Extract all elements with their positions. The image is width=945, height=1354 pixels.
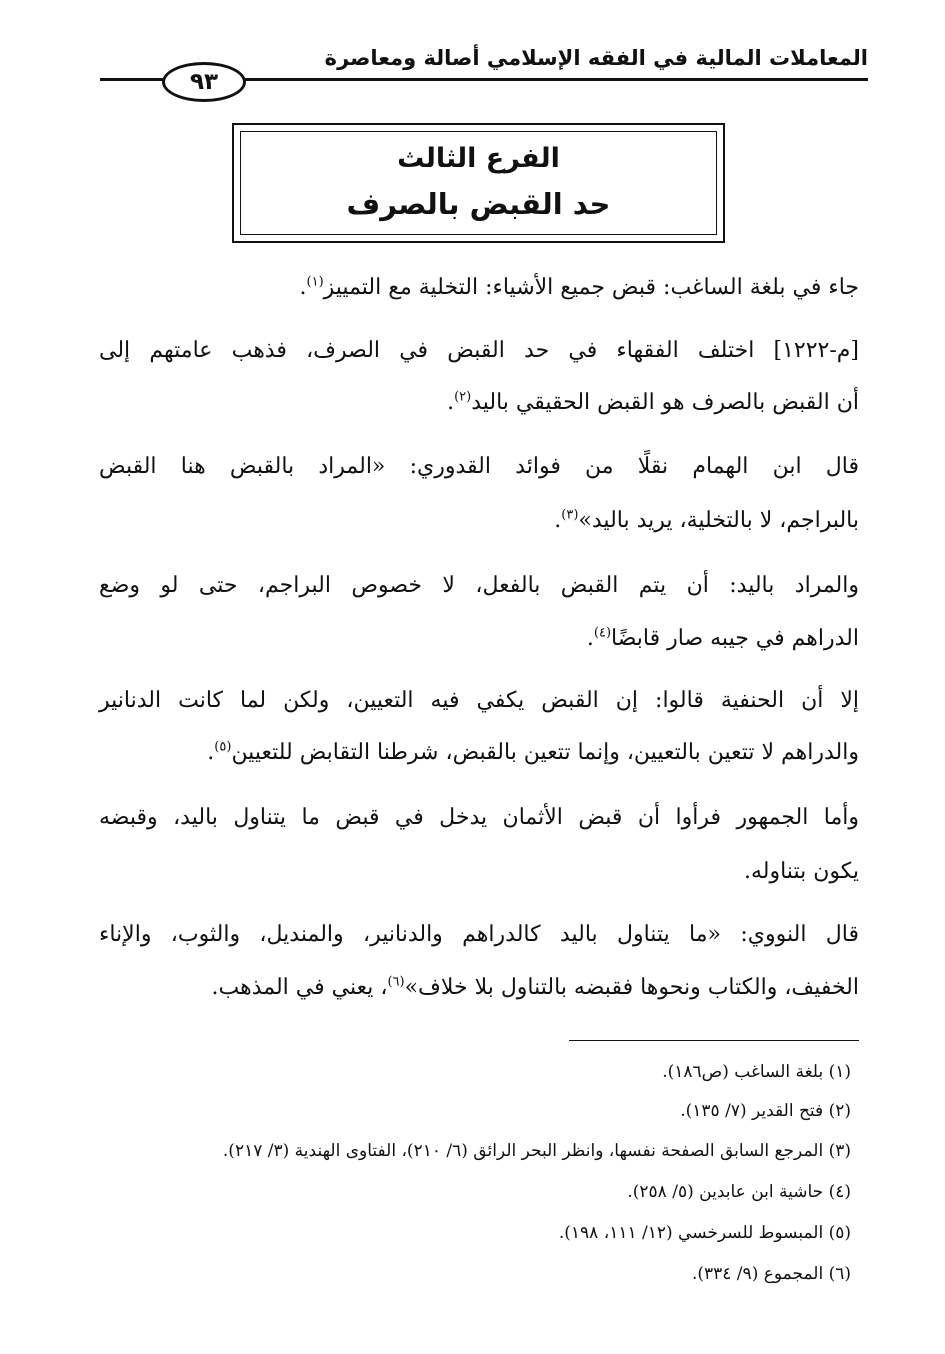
body-line-text: أن القبض بالصرف هو القبض الحقيقي باليد: [471, 390, 859, 415]
body-line-7: [587, 626, 859, 651]
body-line-end: .: [299, 275, 307, 300]
body-line-text: قال ابن الهمام نقلًا من فوائد القدوري: «المراد بالقبض هنا القبض: [99, 454, 859, 479]
section-title: حد القبض بالصرف: [346, 187, 611, 221]
body-line-text: والمراد باليد: أن يتم القبض بالفعل، لا خصوص البراجم، حتى لو وضع: [99, 573, 859, 598]
footnote-ref: (٢): [454, 389, 472, 405]
section-subtitle: الفرع الثالث: [397, 143, 560, 174]
footnote-separator: [569, 1040, 859, 1041]
footnote-ref: (٥): [214, 739, 232, 755]
body-line-end: .: [447, 390, 455, 415]
body-line-9: [207, 740, 859, 765]
body-line-end: .: [586, 626, 594, 651]
body-line-2: [99, 338, 859, 363]
body-line-1: [300, 275, 859, 300]
footnote-ref: (٣): [561, 507, 579, 523]
body-line-end: .: [207, 740, 215, 765]
body-line-text: [م-١٢٢٢] اختلف الفقهاء في حد القبض في الصرف، فذهب عامتهم إلى: [99, 338, 859, 363]
body-line-10: [99, 805, 859, 830]
footnote-2: (٢) فتح القدير (٧/ ١٣٥).: [680, 1101, 851, 1121]
body-line-11: [744, 859, 859, 884]
body-line-text: جاء في بلغة الساغب: قبض جميع الأشياء: التخلية مع التمييز: [323, 275, 859, 300]
footnote-5: (٥) المبسوط للسرخسي (١٢/ ١١١، ١٩٨).: [558, 1223, 851, 1243]
body-line-text: قال النووي: «ما يتناول باليد كالدراهم والدنانير، والمنديل، والثوب، والإناء: [99, 922, 859, 947]
body-line-text: وأما الجمهور فرأوا أن قبض الأثمان يدخل في قبض ما يتناول باليد، وقبضه: [99, 805, 859, 830]
body-line-8: [99, 688, 859, 713]
body-line-6: [99, 573, 859, 598]
body-line-12: [99, 922, 859, 947]
footnote-ref: (٤): [593, 625, 612, 641]
footnote-ref: (١): [306, 274, 324, 290]
body-line-5: [554, 508, 859, 533]
footnote-6: (٦) المجموع (٩/ ٣٣٤).: [691, 1264, 851, 1284]
footnote-1: (١) بلغة الساغب (ص١٨٦).: [662, 1062, 851, 1082]
footnote-ref: (٦): [387, 974, 405, 990]
section-title-box: [232, 123, 725, 243]
body-line-text: يكون بتناوله.: [743, 859, 859, 884]
body-line-text: الخفيف، والكتاب ونحوها فقبضه بالتناول بلا خلاف»: [404, 975, 859, 1000]
body-line-3: [447, 390, 859, 415]
body-line-13: [212, 975, 859, 1000]
body-line-text: والدراهم لا تتعين بالتعيين، وإنما تتعين بالقبض، شرطنا التقابض للتعيين: [231, 740, 859, 765]
body-line-text: الدراهم في جيبه صار قابضًا: [611, 626, 859, 651]
page-number: ٩٣: [162, 62, 246, 102]
body-line-end: .: [554, 508, 562, 533]
body-line-text: بالبراجم، لا بالتخلية، يريد باليد»: [578, 508, 859, 533]
running-title: المعاملات المالية في الفقه الإسلامي أصالة ومعاصرة: [324, 46, 868, 70]
footnote-4: (٤) حاشية ابن عابدين (٥/ ٢٥٨).: [627, 1182, 851, 1202]
running-header: [100, 42, 868, 95]
body-line-4: [99, 454, 859, 479]
footnote-3: (٣) المرجع السابق الصفحة نفسها، وانظر البحر الرائق (٦/ ٢١٠)، الفتاوى الهندية (٣/ ٢١٧).: [222, 1141, 851, 1161]
body-line-text: إلا أن الحنفية قالوا: إن القبض يكفي فيه التعيين، ولكن لما كانت الدنانير: [99, 688, 859, 713]
body-line-end: ، يعني في المذهب.: [211, 975, 388, 1000]
